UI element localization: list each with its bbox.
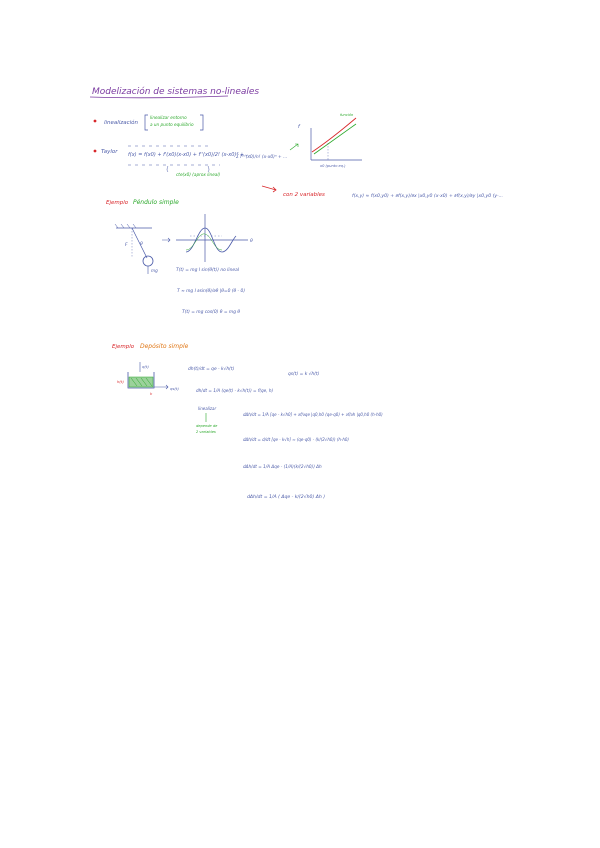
tank-eq1-side: qs(t) = k √h(t) bbox=[288, 372, 320, 377]
section2-tag: Ejemplo bbox=[106, 200, 129, 206]
bracket-left bbox=[145, 115, 148, 130]
pendulum-eq2: T ≈ mg l ∂sin(θ)/∂θ |θ=0 (θ - 0) bbox=[177, 289, 246, 294]
multivar-note: con 2 variables bbox=[283, 192, 325, 198]
graph-axis-y: f bbox=[298, 124, 300, 130]
tank-eq3: dΔh/dt = 1/A [qe - k√h0] + ∂f/∂qe |q0,h0 (qe-q0) + ∂f/∂h |q0,h0 (h-h0) bbox=[243, 412, 383, 417]
tank-eq6: dΔh/dt = 1/A ( Δqe - k/(2√h0) Δh ) bbox=[247, 495, 326, 500]
side-note-2-line1: depende de bbox=[196, 424, 218, 428]
tank-label-in: q(t) bbox=[142, 364, 149, 369]
tank-liquid bbox=[129, 377, 153, 387]
section3-tag: Ejemplo bbox=[112, 344, 135, 350]
tank-eq4: dΔh/dt = d/dt [qe - k√h] ≈ (qe-q0) - (k/(2√h0)) (h-h0) bbox=[243, 437, 349, 442]
taylor-graph bbox=[290, 113, 362, 168]
label-mg: mg bbox=[151, 268, 158, 273]
tank-label-h: h(t) bbox=[117, 379, 124, 384]
side-note-2 bbox=[196, 424, 219, 434]
page-title: Modelización de sistemas no-lineales bbox=[92, 87, 260, 97]
underline-note: cte(x0) (aprox lineal) bbox=[176, 172, 221, 177]
tank-label-k: k bbox=[150, 391, 153, 396]
pendulum-eq1: T(t) = mg l sin(θ(t)) no lineal bbox=[176, 268, 240, 273]
box-line-1: linealizar entorno bbox=[150, 115, 187, 120]
pendulum-bob bbox=[143, 256, 153, 266]
sine-axis-label: θ bbox=[250, 239, 253, 244]
section2-heading: Péndulo simple bbox=[133, 199, 179, 206]
ceiling-hatch bbox=[115, 224, 136, 228]
multivar-arrow bbox=[262, 186, 276, 192]
side-note-2-line2: 2 variables bbox=[196, 430, 216, 434]
taylor-tail: Σ f⁽ⁿ⁾(x0)/n! (x-x0)ⁿ + ... bbox=[236, 155, 288, 160]
bullet2-label: Taylor bbox=[101, 149, 118, 155]
graph-tangent bbox=[314, 124, 356, 154]
graph-arrow bbox=[290, 144, 298, 150]
bullet1-box-text bbox=[150, 115, 194, 127]
multivar-formula: f(x,y) ≈ f(x0,y0) + ∂f(x,y)/∂x |x0,y0 (x-x0) + ∂f(x,y)/∂y |x0,y0 (y-... bbox=[352, 194, 503, 199]
bullet-dot-1 bbox=[94, 120, 97, 123]
pendulum-to-graph-arrow bbox=[162, 238, 170, 242]
bullet1-label: linealización bbox=[104, 120, 139, 126]
tank-diagram bbox=[117, 362, 179, 396]
label-theta: θ bbox=[140, 242, 143, 247]
side-note-1: linealizar bbox=[198, 406, 217, 411]
bracket-right bbox=[200, 115, 203, 130]
bullet-dot-2 bbox=[94, 150, 97, 153]
section3-heading: Depósito simple bbox=[140, 343, 189, 350]
graph-curve-label: función bbox=[340, 113, 354, 117]
graph-curve bbox=[312, 118, 356, 152]
graph-axis-x: x0 (punto eq.) bbox=[320, 164, 346, 168]
pendulum-diagram bbox=[115, 224, 170, 274]
tank-eq1: dh(t)/dt = qe - k√h(t) bbox=[188, 367, 235, 372]
tank-outflow bbox=[154, 385, 168, 389]
box-line-2: a un punto equilibrio bbox=[150, 122, 194, 127]
taylor-formula: f(x) = f(x0) + f'(x0)(x-x0) + f''(x0)/2! (x-x0)² + ... bbox=[128, 152, 251, 158]
pendulum-eq3: T(t) = mg cos(0) θ = mg θ bbox=[182, 310, 241, 315]
sine-graph bbox=[176, 214, 253, 262]
tank-eq5: dΔh/dt = 1/A Δqe - (1/A)(k/(2√h0)) Δh bbox=[243, 464, 322, 469]
label-F: F bbox=[125, 243, 128, 248]
tank-eq2: dh/dt = 1/A (qe(t) - k√h(t)) = f(qe, h) bbox=[196, 388, 274, 393]
tank-label-out: qs(t) bbox=[170, 386, 179, 391]
